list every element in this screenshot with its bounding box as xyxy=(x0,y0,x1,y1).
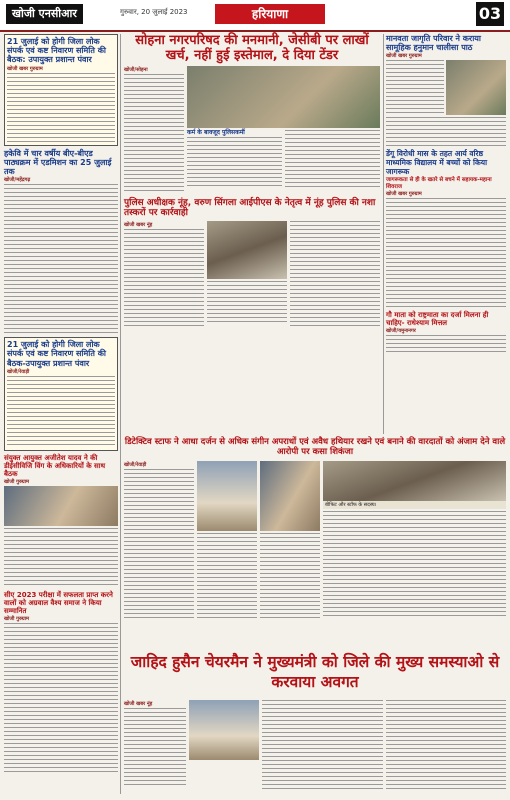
story-dengue-awareness xyxy=(386,150,506,308)
story-cow-mother xyxy=(386,311,506,355)
story-headline: गौ माता को राष्ट्रमाता का दर्जा मिलना ही चाहिए- राधेश्याम मित्तल xyxy=(386,310,489,327)
accused-photo xyxy=(197,461,257,531)
left-column xyxy=(4,34,118,794)
article-body xyxy=(386,60,444,115)
article-body xyxy=(386,700,507,790)
article-body xyxy=(285,130,380,190)
footer-story xyxy=(124,700,506,794)
article-body xyxy=(197,533,257,619)
article-body xyxy=(262,700,383,790)
story-byline: खोजी/महेंद्रगढ़ xyxy=(4,177,31,184)
story-byline: खोजी/यमुनानगर xyxy=(386,327,416,334)
article-body xyxy=(386,335,506,355)
story-joint-commissioner xyxy=(4,454,118,588)
story-headline: पुलिस अधीक्षक नूंह, वरुण सिंगला आईपीएस के नेतृत्व में नूंह पुलिस की नशा तस्करों पर कार्रवाही xyxy=(124,197,376,219)
lead-headline: सोहना नगरपरिषद की मनमानी, जेसीबी पर लाखों खर्च, नहीं हुई इस्तेमाल, दे दिया टेंडर xyxy=(135,33,369,63)
story-headline: डिटेक्टिव स्टाफ ने आधा दर्जन से अधिक संगीन अपराधों एवं अवैध हथियार रखने एवं बनाने की वारदातों को अंजाम देने वाले आरोपी पर कसा शिकंजा xyxy=(124,437,506,457)
chalisa-photo xyxy=(446,60,506,115)
article-body xyxy=(7,376,115,448)
story-headline: हकेवि में चार वर्षीय बीए-बीएड पाठ्यक्रम में एडमिशन का 25 जुलाई तक xyxy=(4,148,112,176)
story-hakevi-admission xyxy=(4,149,118,335)
story-headline: 21 जुलाई को होगी जिला लोक संपर्क एवं कष्ट निवारण समिति की बैठक: उपायुक्त प्रशान्त पंवार xyxy=(7,37,106,65)
story-byline: खोजी/रेवाड़ी xyxy=(7,368,30,375)
group-photo xyxy=(323,461,506,501)
column-divider xyxy=(120,34,121,794)
article-body xyxy=(323,511,506,619)
article-body xyxy=(386,198,506,308)
article-body xyxy=(260,533,320,619)
story-hanuman-chalisa xyxy=(386,34,506,147)
lead-story xyxy=(124,34,380,194)
story-byline: खोजी खबर नूंह xyxy=(124,701,153,707)
arrest-photo xyxy=(207,221,287,279)
story-grievance-meeting xyxy=(4,34,118,146)
article-body xyxy=(7,73,115,143)
article-body xyxy=(207,281,287,325)
meeting-photo xyxy=(4,486,118,526)
photo-caption: बीफिट और स्टॉफ के सदस्य। xyxy=(323,501,506,509)
story-byline: खोजी/सोहना xyxy=(124,66,148,73)
newspaper-logo: खोजी एनसीआर xyxy=(6,4,83,24)
detective-story xyxy=(124,438,506,619)
masthead xyxy=(0,0,510,32)
story-headline: मानवता जागृति परिवार ने कराया सामूहिक हनुमान चालीसा पाठ xyxy=(386,34,481,53)
police-story xyxy=(124,198,380,329)
story-byline: खोजी गुरुग्राम xyxy=(4,615,30,622)
article-body xyxy=(124,229,204,329)
right-column xyxy=(386,34,506,432)
story-byline: खोजी खबर गुरुग्राम xyxy=(7,65,43,72)
section-title: हरियाणा xyxy=(215,4,325,24)
story-grievance-meeting-rewari xyxy=(4,337,118,451)
chairman-photo xyxy=(189,700,259,760)
story-kicker: जागरूकता से ही के खतरे से बचने में सहायक-महाना शिवराज xyxy=(386,177,492,190)
article-body xyxy=(4,528,118,588)
page-number: 03 xyxy=(476,2,504,26)
story-headline: सीए 2023 परीक्षा में सफलता प्राप्त करने वालों को अग्रवाल वैश्य समाज ने किया सम्मानित xyxy=(4,590,113,615)
story-headline: संयुक्त आयुक्त अजीतेश यादव ने की डीईसीविजि विंग के अधिकारियों के साथ बैठक xyxy=(4,453,106,478)
article-body xyxy=(187,137,282,189)
story-byline: खोजी/रेवाड़ी xyxy=(124,461,147,468)
story-byline: खोजी खबर गुरुग्राम xyxy=(386,190,422,197)
jcb-photo xyxy=(187,66,380,128)
article-body xyxy=(386,117,506,147)
article-body xyxy=(290,221,380,329)
article-body xyxy=(4,184,118,334)
sub-headline: कर्म के बावजूद पुलिसकर्मी xyxy=(187,128,245,136)
story-headline: 21 जुलाई को होगी जिला लोक संपर्क एवं कष्ट निवारण समिति की बैठक-उपायुक्त प्रशान्त पंवार xyxy=(7,340,106,368)
story-byline: खोजी गुरुग्राम xyxy=(4,478,30,485)
story-ca-felicitation xyxy=(4,591,118,773)
article-body xyxy=(124,708,186,788)
article-body xyxy=(124,74,184,194)
story-byline: खोजी खबर गुरुग्राम xyxy=(386,53,422,60)
issue-date: गुरुवार, 20 जुलाई 2023 xyxy=(120,8,188,16)
story-byline: खोजी खबर नूंह xyxy=(124,221,153,228)
officer-photo xyxy=(260,461,320,531)
article-body xyxy=(124,469,194,619)
column-divider xyxy=(383,34,384,434)
footer-headline: जाहिद हुसैन चेयरमैन ने मुख्यमंत्री को जिले की मुख्य समस्याओ से करवाया अवगत xyxy=(130,653,500,691)
middle-column xyxy=(124,34,380,329)
article-body xyxy=(4,623,118,773)
story-headline: डेंगू विरोधी मास के तहत आर्य वरिष्ठ माध्यमिक विद्यालय में बच्चों को किया जागरूक xyxy=(386,149,488,176)
